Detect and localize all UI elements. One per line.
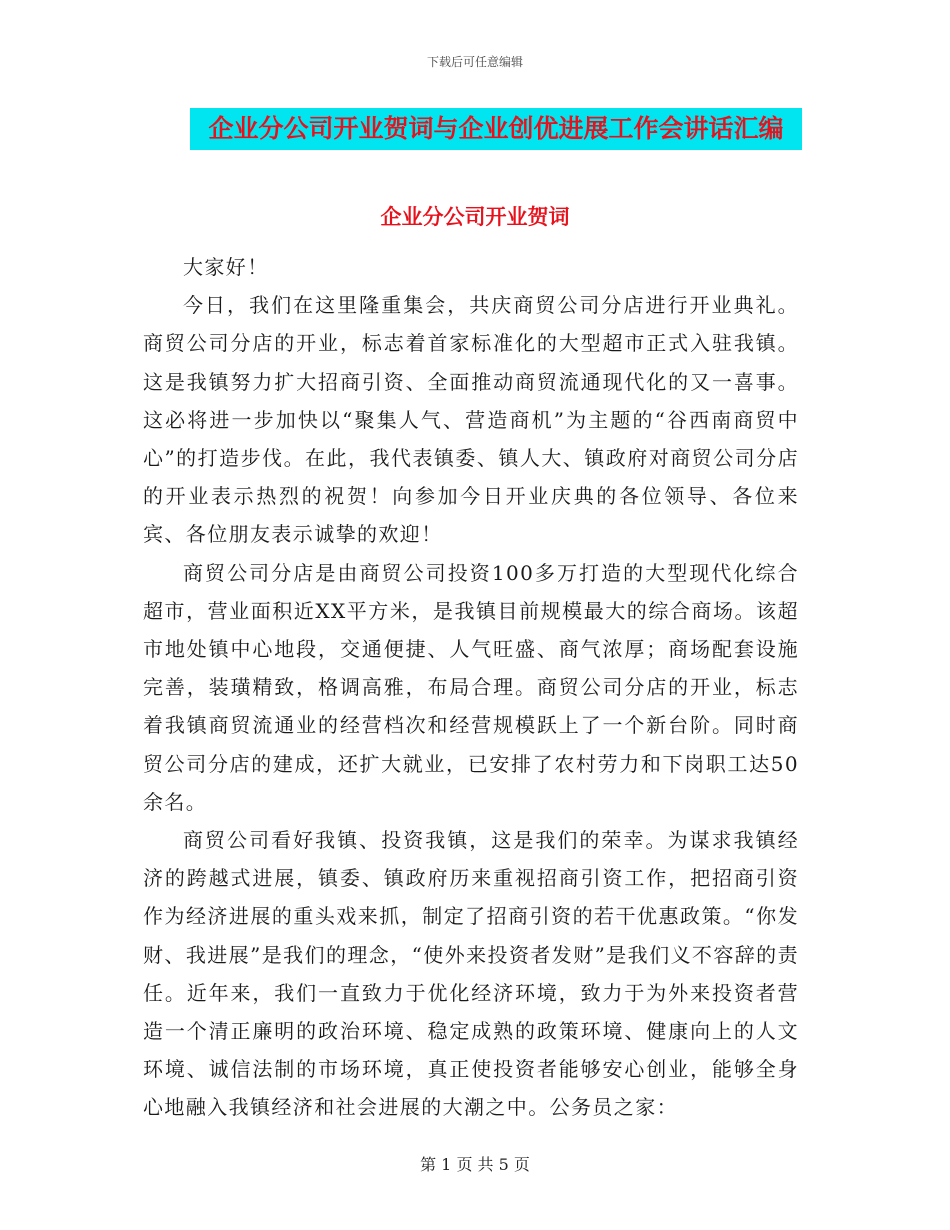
- section-title: 企业分公司开业贺词: [380, 205, 570, 229]
- paragraph-greeting: 大家好！: [183, 255, 269, 279]
- paragraph: 今日，我们在这里隆重集会，共庆商贸公司分店进行开业典礼。商贸公司分店的开业，标志着首家标准化的大型超市正式入驻我镇。这是我镇努力扩大招商引资、全面推动商贸流通现代化的又一喜事。这必将进一步加快以“聚集人气、营造商机”为主题的“谷西南商贸中心”的打造步伐。在此，我代表镇委、镇人大、镇政府对商贸公司分店的开业表示热烈的祝贺！向参加今日开业庆典的各位领导、各位来宾、各位朋友表示诚挚的欢迎！: [143, 293, 799, 547]
- document-body: [143, 248, 799, 1127]
- paragraph: 商贸公司看好我镇、投资我镇，这是我们的荣幸。为谋求我镇经济的跨越式进展，镇委、镇政府历来重视招商引资工作，把招商引资作为经济进展的重头戏来抓，制定了招商引资的若干优惠政策。“你发财、我进展”是我们的理念，“使外来投资者发财”是我们义不容辞的责任。近年来，我们一直致力于优化经济环境，致力于为外来投资者营造一个清正廉明的政治环境、稳定成熟的政策环境、健康向上的人文环境、诚信法制的市场环境，真正使投资者能够安心创业，能够全身心地融入我镇经济和社会进展的大潮之中。公务员之家：: [143, 828, 799, 1120]
- paragraph: 商贸公司分店是由商贸公司投资100多万打造的大型现代化综合超市，营业面积近XX平方米，是我镇目前规模最大的综合商场。该超市地处镇中心地段，交通便捷、人气旺盛、商气浓厚；商场配套设施完善，装璜精致，格调高雅，布局合理。商贸公司分店的开业，标志着我镇商贸流通业的经营档次和经营规模跃上了一个新台阶。同时商贸公司分店的建成，还扩大就业，已安排了农村劳力和下岗职工达50余名。: [143, 560, 799, 814]
- page-footer: 第 1 页 共 5 页: [420, 1155, 530, 1174]
- document-title: 企业分公司开业贺词与企业创优进展工作会讲话汇编: [190, 108, 802, 150]
- page-header-note: 下载后可任意编辑: [426, 55, 523, 69]
